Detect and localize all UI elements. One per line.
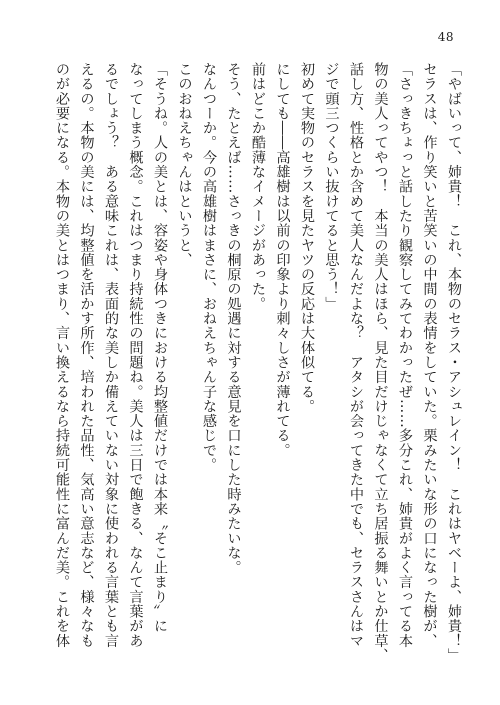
text-line-7: 初めて実物のセラスを見たヤツの反応は大体似てる。	[299, 62, 315, 414]
text-line-13: 「そうね。人の美とは、容姿や身体つきにおける均整値だけでは本来〝そこ止まり〟に	[152, 62, 168, 634]
text-line-6: ジで頭三つくらい抜けてると思う！」	[323, 62, 340, 312]
text-line-1: 「やばいって、姉貴！ これ、本物のセラス・アシュレイン！ これはヤベーよ、姉貴！」	[446, 62, 462, 663]
text-line-15: るでしょう？ ある意味これは、表面的な美しか備えていない対象に使われる言葉とも言	[103, 62, 119, 648]
text-line-9: 前はどこか酷薄なイメージがあった。	[250, 62, 266, 312]
text-line-14: なってしまう概念。これはつまり持続性の問題ね。美人は三日で飽きる、なんて言葉があ	[127, 62, 144, 648]
text-line-12: このおねえちゃんはというと、	[176, 62, 193, 268]
text-line-11: なんつーか。今の高雄樹はまさに、おねえちゃん子な感じで。	[201, 62, 217, 473]
text-line-2: セラスは、作り笑いと苦笑いの中間の表情をしていた。栗みたいな形の口になった樹が、	[421, 62, 438, 648]
text-line-8: にしても――高雄樹は以前の印象より刺々しさが薄れてる。	[274, 62, 291, 458]
body-text	[50, 62, 467, 662]
text-line-17: のが必要になる。本物の美とはつまり、言い換えるなら持続可能性に富んだ美。これを体	[54, 62, 70, 648]
page-number: 48	[437, 30, 454, 44]
text-line-3: 「さっきちょっと話したり観察してみてわかったぜ……多分これ、姉貴がよく言ってる本	[397, 62, 413, 648]
text-line-5: 話し方、性格とか含めて美人なんだよな？ アタシが会ってきた中でも、セラスさんはマ	[348, 62, 364, 648]
text-line-16: えるの。本物の美には、均整値を活かす所作、培われた品性、気高い意志など、様々なも	[78, 62, 95, 648]
text-line-4: 物の美人ってやつ！ 本当の美人はほら、見た目だけじゃなくて立ち居振る舞いとか仕草、	[372, 62, 389, 663]
text-line-10: そう、たとえば……さっきの桐原の処遇に対する意見を口にした時みたいな。	[225, 62, 242, 575]
